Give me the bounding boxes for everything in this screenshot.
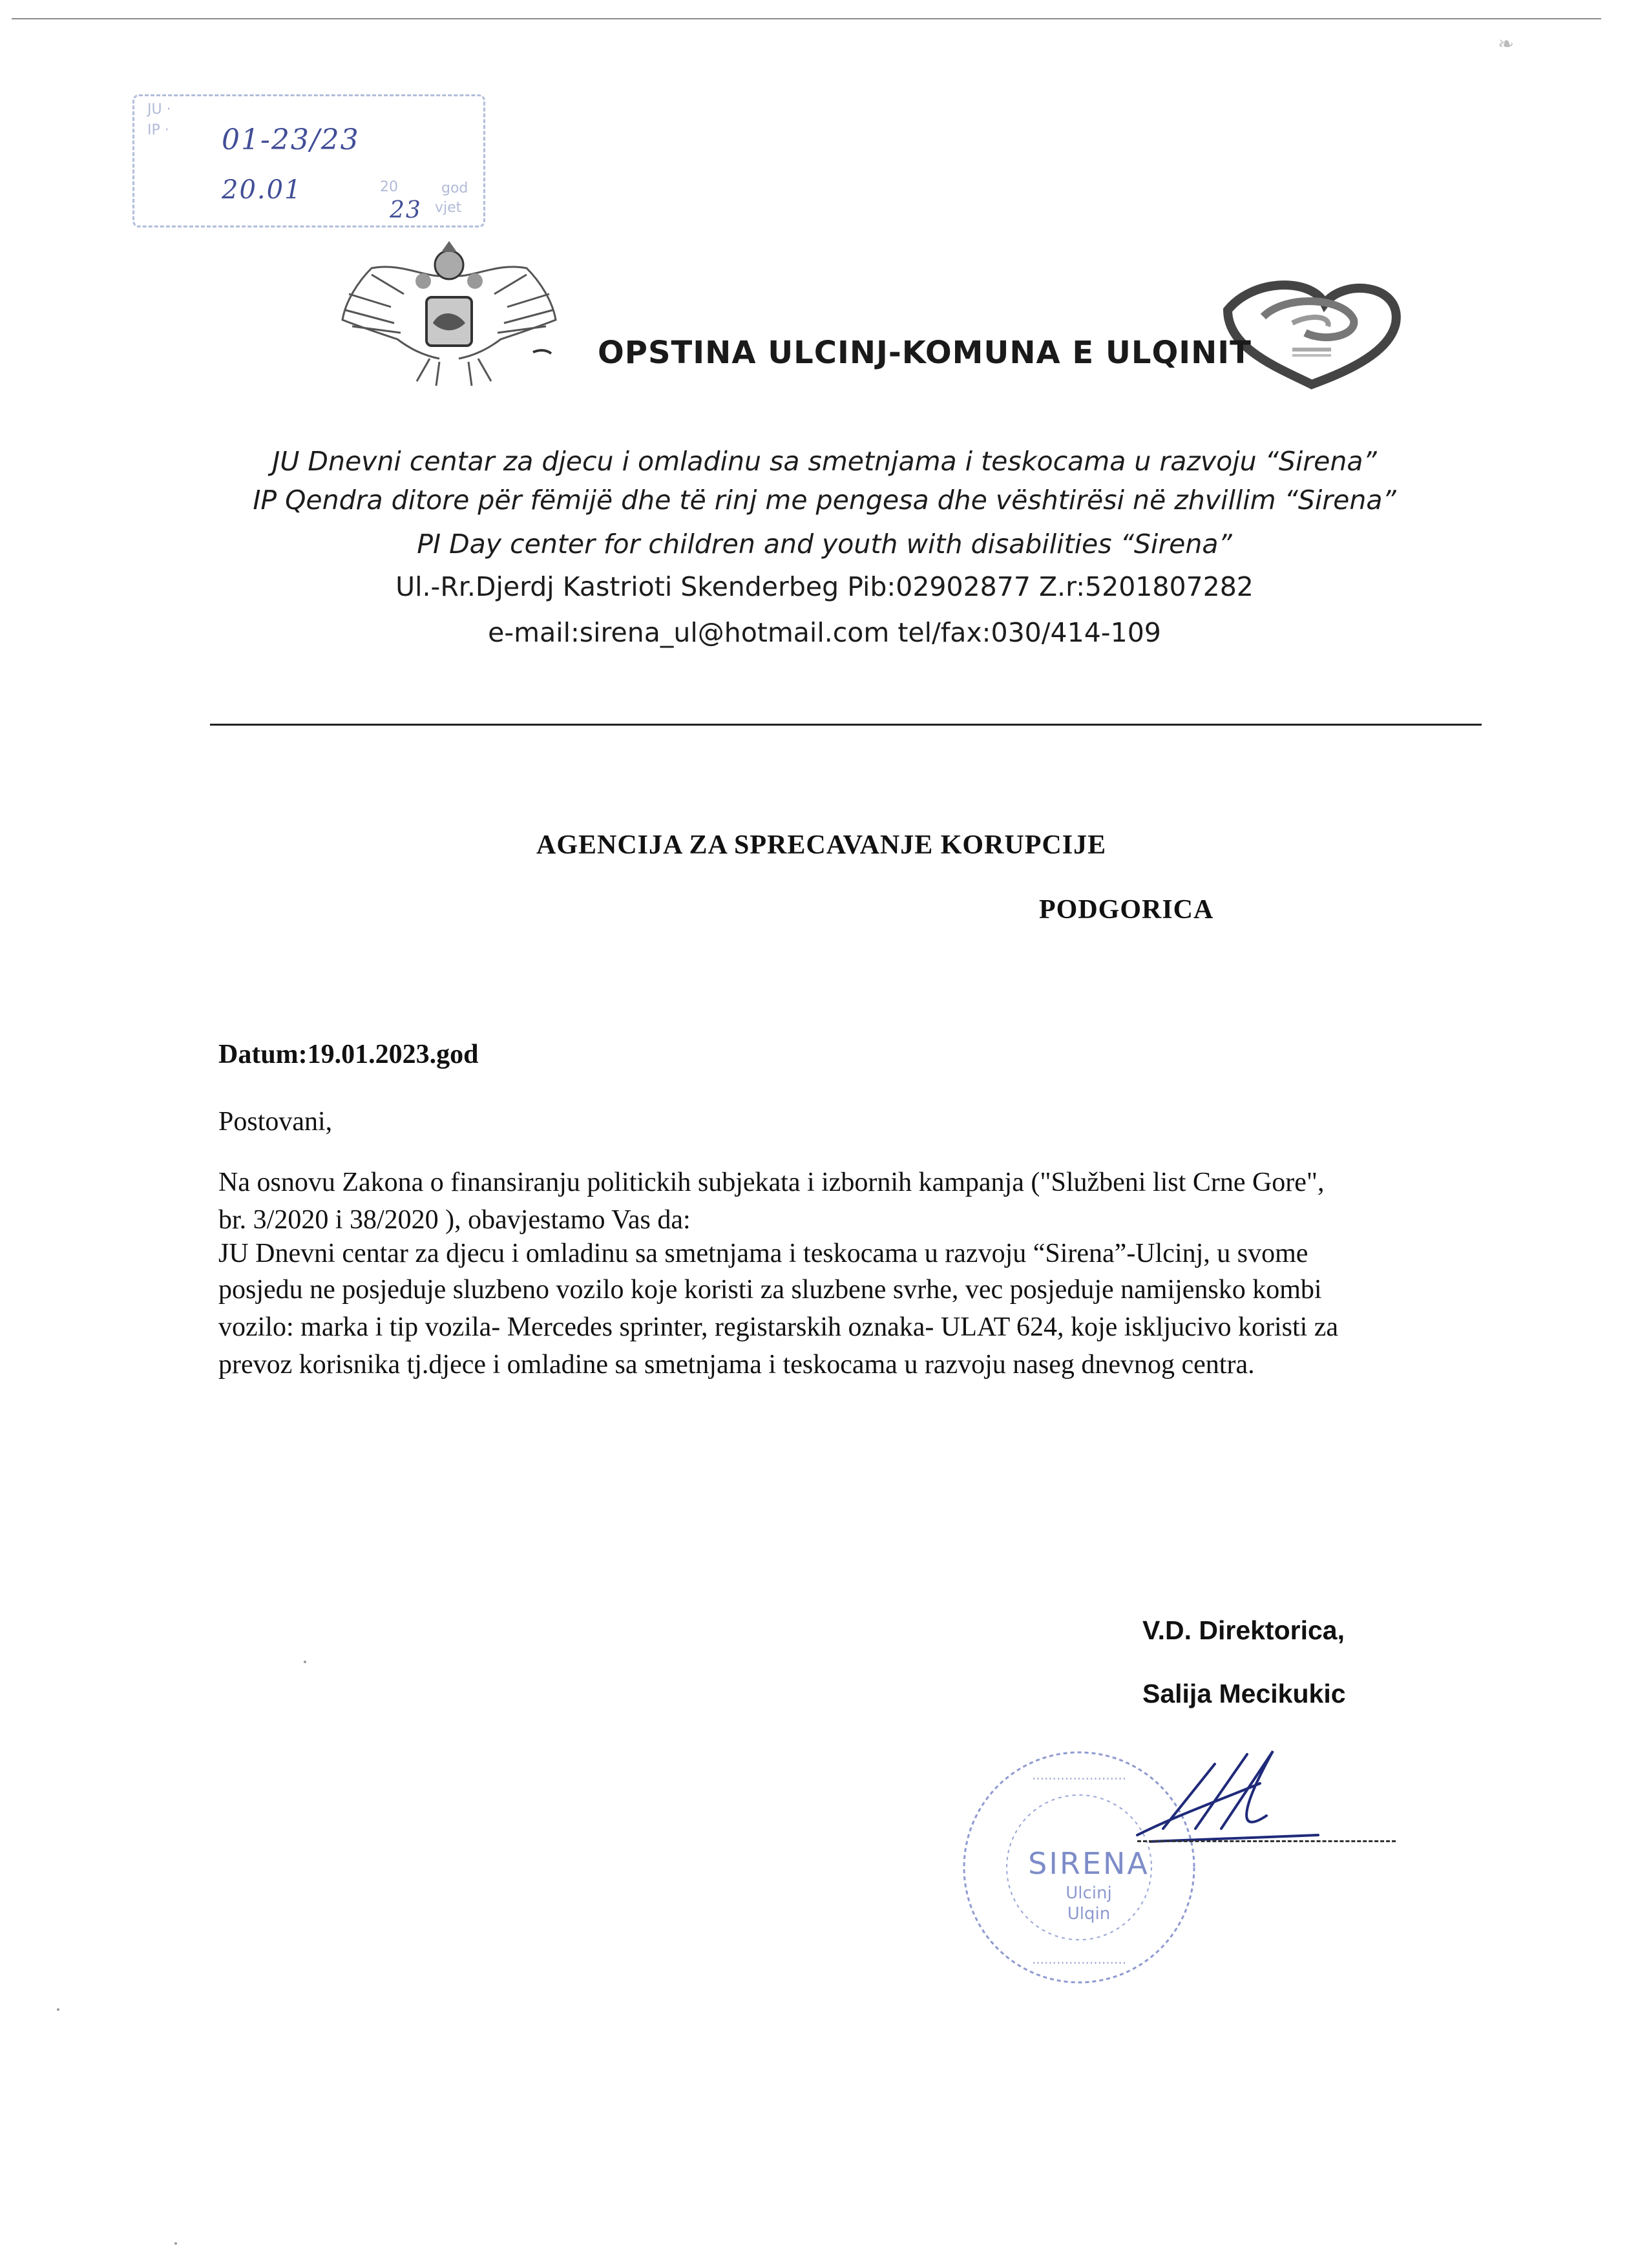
handwritten-signature [1124, 1738, 1338, 1854]
seal-town-2: Ulqin [1067, 1904, 1111, 1924]
header-line-albanian: IP Qendra ditore për fëmijë dhe të rinj me pengesa dhe vështirësi në zhvillim “Sirena” [253, 485, 1396, 516]
registry-year: 23 [390, 197, 422, 224]
header-contact: e-mail:sirena_ul@hotmail.com tel/fax:030/414-109 [488, 617, 1161, 648]
header-line-montenegrin: JU Dnevni centar za djecu i omladinu sa smetnjama i teskocama u razvoju “Sirena” [272, 446, 1377, 477]
municipality-title: OPSTINA ULCINJ-KOMUNA E ULQINIT [598, 335, 1252, 371]
registry-stamp: JU · IP · 20 vjet god 01-23/23 20.01 23 [132, 94, 485, 227]
signatory-name: Salija Mecikukic [1142, 1679, 1346, 1708]
signatory-title: V.D. Direktorica, [1142, 1615, 1345, 1645]
coat-of-arms-icon [333, 236, 565, 391]
svg-text:·······················: ······················· [1031, 1955, 1127, 1971]
seal-center-text: SIRENA [1028, 1846, 1150, 1881]
corner-mark-icon: ❧ [1498, 33, 1515, 56]
sirena-logo-icon [1215, 271, 1409, 394]
body-line: posjedu ne posjeduje sluzbeno vozilo koje koristi za sluzbene svrhe, vec posjeduje namijensko kombi [218, 1275, 1322, 1305]
header-line-english: PI Day center for children and youth with disabilities “Sirena” [417, 529, 1232, 560]
header-address: Ul.-Rr.Djerdj Kastrioti Skenderbeg Pib:02902877 Z.r:5201807282 [395, 571, 1254, 602]
svg-text:·······················: ······················· [1031, 1771, 1127, 1787]
registry-number: 01-23/23 [222, 123, 360, 156]
body-line: vozilo: marka i tip vozila- Mercedes sprinter, registarskih oznaka- ULAT 624, koje iskljucivo koristi za [218, 1312, 1339, 1342]
body-line: prevoz korisnika tj.djece i omladine sa smetnjama i teskocama u razvoju naseg dnevnog centra. [218, 1350, 1255, 1380]
seal-town-1: Ulcinj [1066, 1884, 1112, 1903]
body-line: JU Dnevni centar za djecu i omladinu sa smetnjama i teskocama u razvoju “Sirena”-Ulcinj, u svome [218, 1239, 1308, 1268]
letter-salutation: Postovani, [218, 1107, 333, 1137]
recipient-city: PODGORICA [1039, 895, 1214, 925]
header-separator [210, 724, 1482, 726]
body-line: Na osnovu Zakona o finansiranju politickih subjekata i izbornih kampanja ("Službeni list Crne Gore", [218, 1168, 1325, 1197]
scan-speck [57, 2008, 59, 2011]
letter-date: Datum:19.01.2023.god [218, 1040, 479, 1069]
signature-line [1137, 1840, 1396, 1842]
recipient-name: AGENCIJA ZA SPRECAVANJE KORUPCIJE [536, 830, 1107, 860]
scan-speck [304, 1661, 306, 1663]
top-scan-rule [12, 18, 1601, 19]
registry-date: 20.01 [222, 175, 302, 205]
body-line: br. 3/2020 i 38/2020 ), obavjestamo Vas da: [218, 1205, 691, 1235]
scan-speck [174, 2242, 177, 2245]
